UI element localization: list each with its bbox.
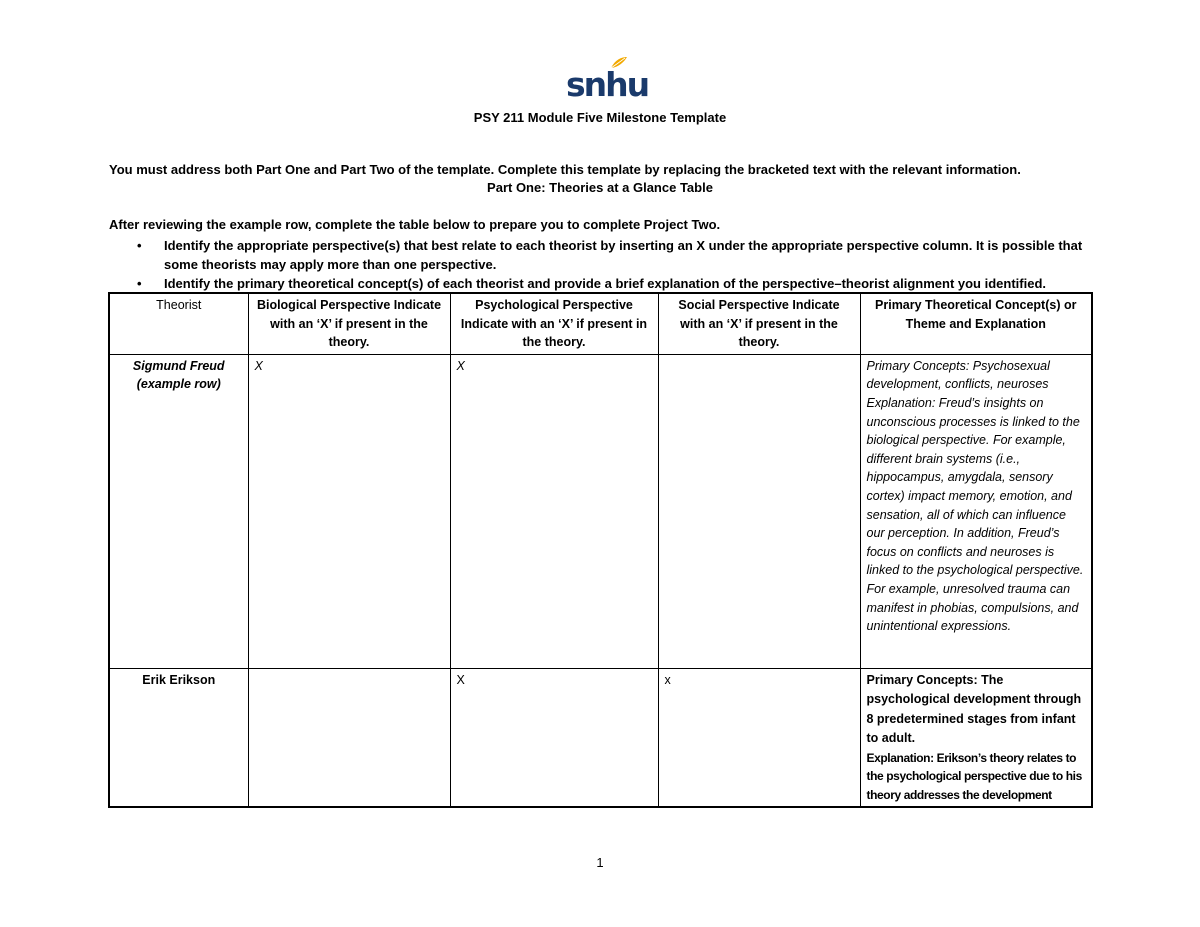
cell-concept: Primary Concepts: Psychosexual development, conflicts, neuroses Explanation: Freud’s insights on unconscious processes is linked to the biological perspective. For example, different brain systems (i.e., hippocampus, amygdala, sensory cortex) impact memory, emotion, and sensation, all of which can influence our perception. In addition, Freud’s focus on conflicts and neuroses is linked to the psychological perspective. For example, unresolved trauma can manifest in phobias, compulsions, and unintentional expressions. [860, 354, 1092, 668]
page-number: 1 [596, 855, 604, 870]
header-psychological: Psychological Perspective Indicate with an ‘X’ if present in the theory. [450, 293, 658, 354]
cell-theorist: Erik Erikson [109, 668, 248, 807]
list-item-text: Identify the primary theoretical concept(s) of each theorist and provide a brief explanation of the perspective–theorist alignment you identified. [164, 276, 1047, 291]
cell-theorist: Sigmund Freud (example row) [109, 354, 248, 668]
header-biological: Biological Perspective Indicate with an ‘X’ if present in the theory. [248, 293, 450, 354]
theories-table [108, 292, 1093, 808]
concept-primary: Primary Concepts: The psychological development through 8 predetermined stages from infant to adult. [866, 672, 1082, 746]
cell-biological: X [248, 354, 450, 668]
header-theorist: Theorist [109, 293, 248, 354]
document-title: PSY 211 Module Five Milestone Template [473, 110, 727, 125]
list-item-text: Identify the appropriate perspective(s) that best relate to each theorist by inserting an X under the appropriate perspective column. It is possible that some theorists may apply more than one perspective. [164, 238, 1083, 272]
snhu-logo [566, 58, 649, 104]
cell-psychological: X [450, 354, 658, 668]
concept-explanation: Explanation: Erikson’s theory relates to the psychological perspective due to his theory addresses the development [866, 750, 1082, 802]
table-header-row [109, 293, 1092, 354]
header-social: Social Perspective Indicate with an ‘X’ if present in the theory. [658, 293, 860, 354]
list-item [109, 274, 1099, 293]
header-concept: Primary Theoretical Concept(s) or Theme and Explanation [860, 293, 1092, 354]
intro-text: You must address both Part One and Part Two of the template. Complete this template by replacing the bracketed text with the relevant information. [109, 162, 1021, 177]
bullet-icon: • [137, 276, 142, 291]
list-item [109, 236, 1099, 274]
cell-biological [248, 668, 450, 807]
cell-psychological: X [450, 668, 658, 807]
cell-concept [860, 668, 1092, 807]
cell-social [658, 354, 860, 668]
cell-social: x [658, 668, 860, 807]
instructions-text: After reviewing the example row, complete the table below to prepare you to complete Project Two. [109, 217, 721, 232]
bullet-icon: • [137, 238, 142, 253]
table-row [109, 668, 1092, 807]
instruction-list [109, 236, 1099, 293]
logo-wordmark: snhu [566, 65, 649, 104]
table-row [109, 354, 1092, 668]
part-one-heading: Part One: Theories at a Glance Table [487, 180, 713, 195]
